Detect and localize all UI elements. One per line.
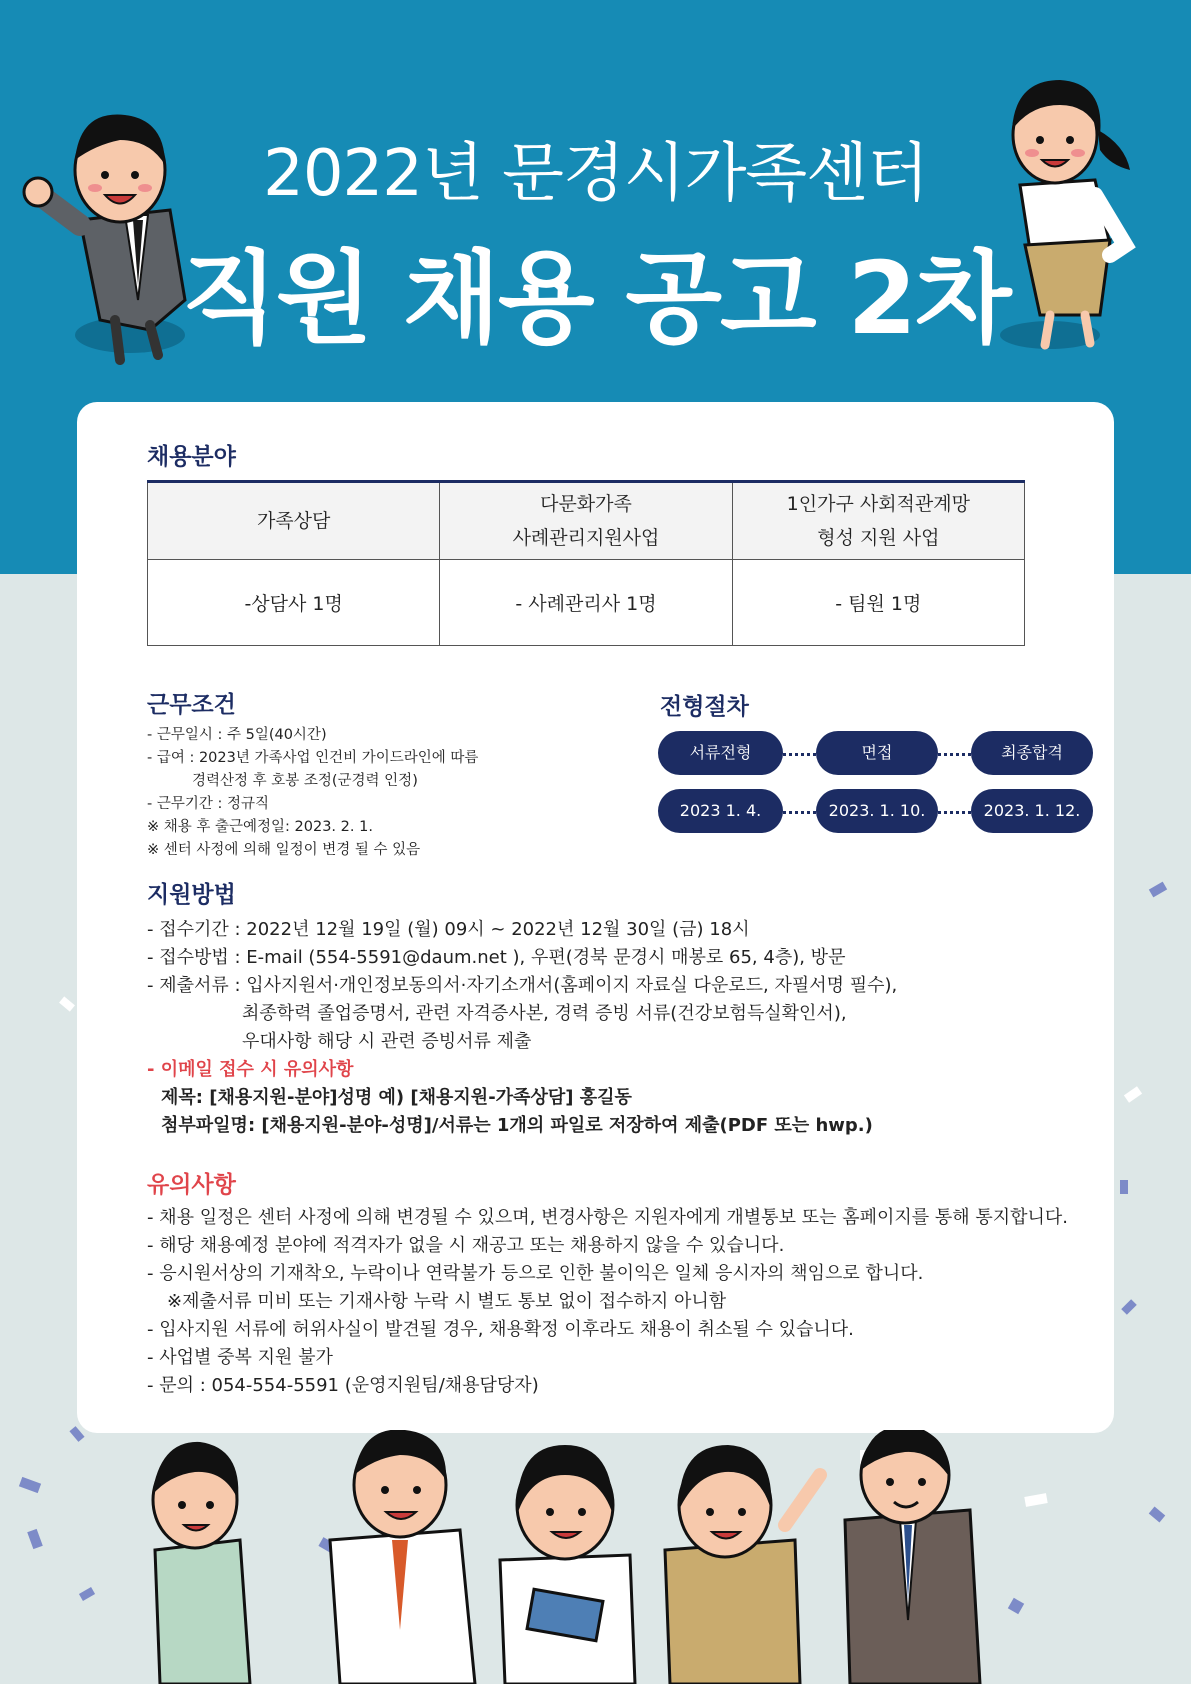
list-item: - 문의 : 054-554-5591 (운영지원팀/채용담당자) bbox=[147, 1375, 539, 1396]
list-item: - 급여 : 2023년 가족사업 인건비 가이드라인에 따름 bbox=[147, 750, 479, 766]
process-connector bbox=[938, 811, 971, 814]
process-step-final: 최종합격 bbox=[971, 731, 1093, 775]
list-item: ※ 센터 사정에 의해 일정이 변경 될 수 있음 bbox=[147, 842, 421, 858]
list-item: - 해당 채용예정 분야에 적격자가 없을 시 재공고 또는 채용하지 않을 수 있습니다. bbox=[147, 1235, 785, 1256]
list-item: - 사업별 중복 지원 불가 bbox=[147, 1347, 333, 1368]
list-item: ※ 채용 후 출근예정일: 2023. 2. 1. bbox=[147, 819, 373, 835]
table-row bbox=[148, 560, 1025, 646]
fields-table bbox=[147, 480, 1025, 646]
title-line-1: 2022년 문경시가족센터 bbox=[263, 137, 928, 211]
table-header-cell: 다문화가족 사례관리지원사업 bbox=[440, 482, 732, 560]
confetti-decoration bbox=[1120, 1180, 1128, 1194]
list-item: - 근무기간 : 정규직 bbox=[147, 796, 269, 812]
page-title: 직원 채용 공고 2차 bbox=[181, 240, 1010, 357]
table-header-cell: 1인가구 사회적관계망 형성 지원 사업 bbox=[732, 482, 1024, 560]
footer-people-illustration bbox=[130, 1430, 1030, 1684]
apply-method: - 접수방법 : E-mail (554-5591@daum.net ), 우편(경북 문경시 매봉로 65, 4층), 방문 bbox=[147, 947, 846, 968]
email-attachment-rule: 첨부파일명: [채용지원-분야-성명]/서류는 1개의 파일로 저장하여 제출(PDF 또는 hwp.) bbox=[161, 1115, 873, 1136]
conditions-list bbox=[147, 724, 478, 862]
process-date-interview: 2023. 1. 10. bbox=[816, 789, 938, 833]
process-section-title: 전형절차 bbox=[660, 694, 749, 720]
list-item: - 입사지원 서류에 허위사실이 발견될 경우, 채용확정 이후라도 채용이 취소될 수 있습니다. bbox=[147, 1319, 854, 1340]
table-cell: -상담사 1명 bbox=[148, 560, 440, 646]
list-item: - 응시원서상의 기재착오, 누락이나 연락불가 등으로 인한 불이익은 일체 응시자의 책임으로 합니다. bbox=[147, 1263, 924, 1284]
process-step-document: 서류전형 bbox=[658, 731, 783, 775]
process-step-interview: 면접 bbox=[816, 731, 938, 775]
apply-docs: - 제출서류 : 입사지원서·개인정보동의서·자기소개서(홈페이지 자료실 다운로드, 자필서명 필수), bbox=[147, 975, 898, 996]
list-item: - 근무일시 : 주 5일(40시간) bbox=[147, 727, 327, 743]
email-subject-rule: 제목: [채용지원-분야]성명 예) [채용지원-가족상담] 홍길동 bbox=[161, 1087, 632, 1108]
table-header-cell: 가족상담 bbox=[148, 482, 440, 560]
list-item: 경력산정 후 호봉 조정(군경력 인정) bbox=[192, 773, 418, 789]
list-item: - 채용 일정은 센터 사정에 의해 변경될 수 있으며, 변경사항은 지원자에게 개별통보 또는 홈페이지를 통해 통지합니다. bbox=[147, 1207, 1068, 1228]
process-date-document: 2023 1. 4. bbox=[658, 789, 783, 833]
notice-list bbox=[147, 1204, 1068, 1400]
email-notice-heading: - 이메일 접수 시 유의사항 bbox=[147, 1059, 354, 1080]
conditions-section-title: 근무조건 bbox=[147, 692, 236, 718]
fields-section-title: 채용분야 bbox=[147, 444, 236, 470]
process-connector bbox=[938, 753, 971, 756]
process-connector bbox=[783, 811, 816, 814]
process-date-final: 2023. 1. 12. bbox=[971, 789, 1093, 833]
notice-section-title: 유의사항 bbox=[147, 1172, 236, 1198]
table-cell: - 팀원 1명 bbox=[732, 560, 1024, 646]
apply-docs: 최종학력 졸업증명서, 관련 자격증사본, 경력 증빙 서류(건강보험득실확인서), bbox=[242, 1003, 847, 1024]
apply-docs: 우대사항 해당 시 관련 증빙서류 제출 bbox=[242, 1031, 532, 1052]
table-cell: - 사례관리사 1명 bbox=[440, 560, 732, 646]
table-header-row bbox=[148, 482, 1025, 560]
apply-section-title: 지원방법 bbox=[147, 882, 236, 908]
apply-period: - 접수기간 : 2022년 12월 19일 (월) 09시 ~ 2022년 12월 30일 (금) 18시 bbox=[147, 919, 750, 940]
apply-list bbox=[147, 916, 897, 1140]
process-connector bbox=[783, 753, 816, 756]
list-item: ※제출서류 미비 또는 기재사항 누락 시 별도 통보 없이 접수하지 아니함 bbox=[167, 1291, 727, 1312]
